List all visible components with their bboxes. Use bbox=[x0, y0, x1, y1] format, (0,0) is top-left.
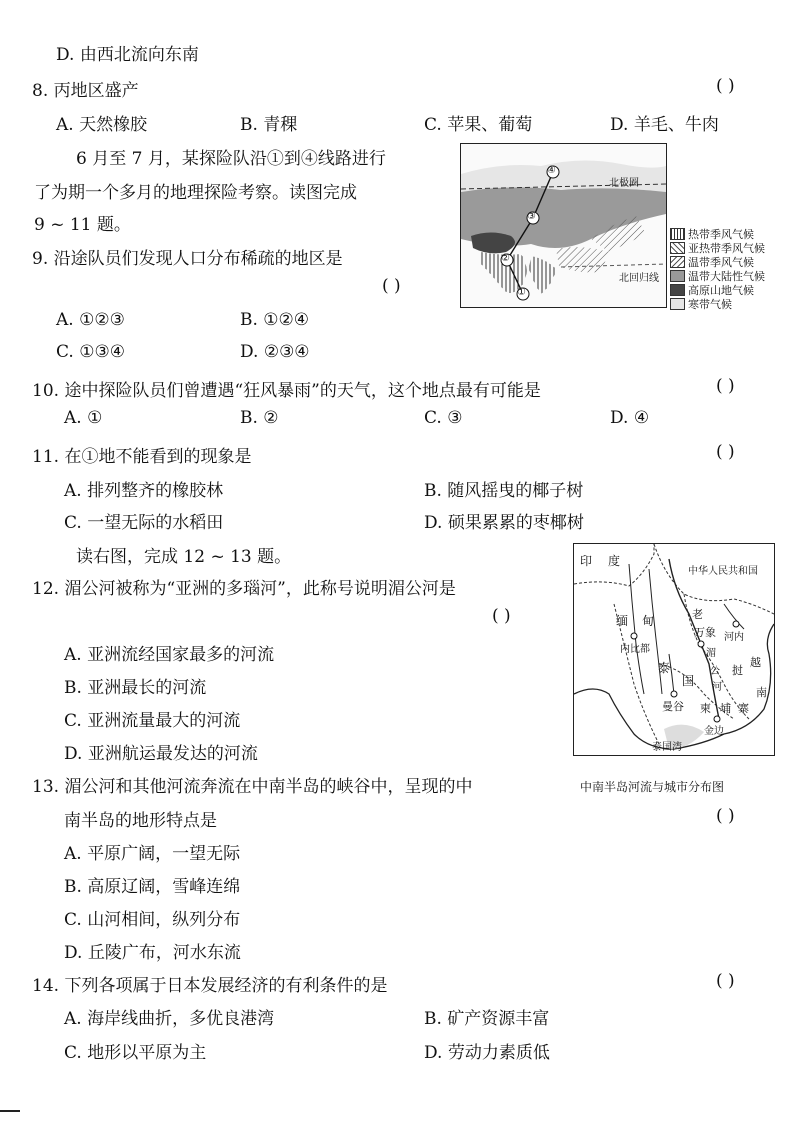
passage-9-11-line1: 6 月至 7 月，某探险队沿①到④线路进行 bbox=[76, 149, 386, 169]
point-2-label: ② bbox=[501, 253, 510, 264]
burma-label-1: 缅 bbox=[616, 614, 629, 628]
q11-option-d[interactable]: D. 硕果累累的枣椰树 bbox=[424, 513, 584, 533]
q9-option-b[interactable]: B. ①②④ bbox=[240, 310, 310, 330]
naypyidaw-marker bbox=[631, 633, 637, 639]
q12-option-a[interactable]: A. 亚洲流经国家最多的河流 bbox=[64, 645, 275, 665]
q8-option-a[interactable]: A. 天然橡胶 bbox=[56, 115, 148, 135]
point-3-label: ③ bbox=[527, 211, 536, 222]
legend-swatch-icon bbox=[670, 298, 685, 310]
q12-stem: 12. 湄公河被称为“亚洲的多瑙河”，此称号说明湄公河是 bbox=[32, 579, 456, 599]
q10-option-c[interactable]: C. ③ bbox=[424, 408, 463, 428]
q9-answer-paren[interactable]: ( ) bbox=[382, 276, 401, 296]
passage-9-11-line3: 9 ~ 11 题。 bbox=[34, 215, 131, 235]
q10-stem: 10. 途中探险队员们曾遭遇“狂风暴雨”的天气，这个地点最有可能是 bbox=[32, 381, 541, 401]
q9-option-c[interactable]: C. ①③④ bbox=[56, 342, 125, 362]
china-label: 中华人民共和国 bbox=[688, 566, 758, 577]
q14-option-c[interactable]: C. 地形以平原为主 bbox=[64, 1043, 207, 1063]
legend-swatch-icon bbox=[670, 228, 685, 240]
legend-swatch-icon bbox=[670, 256, 685, 268]
indochina-map bbox=[573, 543, 775, 756]
hanoi-marker bbox=[733, 621, 739, 627]
mekong-label-3: 河 bbox=[712, 682, 722, 693]
q13-option-c[interactable]: C. 山河相间，纵列分布 bbox=[64, 910, 241, 930]
q8-option-c[interactable]: C. 苹果、葡萄 bbox=[424, 115, 533, 135]
india-label-2: 度 bbox=[608, 554, 621, 568]
point-1-label: ① bbox=[517, 287, 526, 298]
legend-swatch-icon bbox=[670, 242, 685, 254]
legend-label: 热带季风气候 bbox=[688, 228, 754, 241]
vietnam-label-2: 南 bbox=[756, 686, 767, 699]
hanoi-label: 河内 bbox=[724, 632, 744, 643]
q12-option-d[interactable]: D. 亚洲航运最发达的河流 bbox=[64, 744, 258, 764]
cambodia-label-3: 寨 bbox=[738, 702, 749, 715]
laos-label-2: 挝 bbox=[732, 664, 743, 677]
q13-stem-line1: 13. 湄公河和其他河流奔流在中南半岛的峡谷中，呈现的中 bbox=[32, 777, 473, 797]
mekong-label-2: 公 bbox=[710, 666, 720, 677]
legend-swatch-icon bbox=[670, 284, 685, 296]
bangkok-label: 曼谷 bbox=[662, 700, 684, 713]
indochina-map-caption: 中南半岛河流与城市分布图 bbox=[580, 780, 725, 794]
gulf-label: 泰国湾 bbox=[652, 742, 682, 753]
legend-label: 亚热带季风气候 bbox=[688, 242, 765, 255]
legend-label: 温带大陆性气候 bbox=[688, 270, 765, 283]
legend-label: 温带季风气候 bbox=[688, 256, 754, 269]
point-4-label: ④ bbox=[547, 165, 556, 176]
q14-stem: 14. 下列各项属于日本发展经济的有利条件的是 bbox=[32, 976, 388, 996]
q8-answer-paren[interactable]: ( ) bbox=[716, 76, 735, 96]
q11-option-b[interactable]: B. 随风摇曳的椰子树 bbox=[424, 481, 584, 501]
q10-option-b[interactable]: B. ② bbox=[240, 408, 279, 428]
laos-label-1: 老 bbox=[692, 608, 703, 621]
q14-option-b[interactable]: B. 矿产资源丰富 bbox=[424, 1009, 550, 1029]
q11-stem: 11. 在①地不能看到的现象是 bbox=[32, 447, 252, 467]
bangkok-marker bbox=[671, 691, 677, 697]
q9-option-d[interactable]: D. ②③④ bbox=[240, 342, 310, 362]
q9-stem: 9. 沿途队员们发现人口分布稀疏的地区是 bbox=[32, 249, 343, 269]
q8-option-d[interactable]: D. 羊毛、牛肉 bbox=[610, 115, 719, 135]
q14-answer-paren[interactable]: ( ) bbox=[716, 971, 735, 991]
q13-option-d[interactable]: D. 丘陵广布，河水东流 bbox=[64, 943, 241, 963]
q9-option-a[interactable]: A. ①②③ bbox=[56, 310, 125, 330]
q13-option-a[interactable]: A. 平原广阔，一望无际 bbox=[64, 844, 241, 864]
asia-climate-map bbox=[460, 143, 667, 308]
q8-stem: 8. 丙地区盛产 bbox=[32, 81, 139, 101]
india-label-1: 印 bbox=[580, 554, 593, 568]
legend-cold bbox=[670, 296, 732, 312]
q11-option-c[interactable]: C. 一望无际的水稻田 bbox=[64, 513, 224, 533]
thailand-label-1: 泰 bbox=[658, 661, 671, 675]
cambodia-label-1: 柬 bbox=[700, 702, 711, 715]
q13-answer-paren[interactable]: ( ) bbox=[716, 806, 735, 826]
cambodia-label-2: 埔 bbox=[720, 702, 731, 715]
q13-stem-line2: 南半岛的地形特点是 bbox=[64, 811, 217, 831]
arctic-circle-label: 北极圈 bbox=[609, 178, 639, 189]
burma-label-2: 甸 bbox=[642, 614, 655, 628]
vientiane-marker bbox=[698, 641, 704, 647]
q10-answer-paren[interactable]: ( ) bbox=[716, 376, 735, 396]
q14-option-d[interactable]: D. 劳动力素质低 bbox=[424, 1043, 550, 1063]
q10-option-a[interactable]: A. ① bbox=[64, 408, 103, 428]
q14-option-a[interactable]: A. 海岸线曲折，多优良港湾 bbox=[64, 1009, 275, 1029]
q8-option-b[interactable]: B. 青稞 bbox=[240, 115, 298, 135]
q12-answer-paren[interactable]: ( ) bbox=[492, 606, 511, 626]
q11-option-a[interactable]: A. 排列整齐的橡胶林 bbox=[64, 481, 224, 501]
q10-option-d[interactable]: D. ④ bbox=[610, 408, 650, 428]
naypyidaw-label: 内比都 bbox=[620, 644, 650, 655]
q12-option-c[interactable]: C. 亚洲流量最大的河流 bbox=[64, 711, 241, 731]
legend-swatch-icon bbox=[670, 270, 685, 282]
phnompenh-label: 金边 bbox=[704, 726, 724, 737]
legend-label: 高原山地气候 bbox=[688, 284, 754, 297]
q11-answer-paren[interactable]: ( ) bbox=[716, 442, 735, 462]
q7-option-d: D. 由西北流向东南 bbox=[56, 45, 199, 65]
page-footer-rule bbox=[0, 1110, 20, 1112]
passage-12-13: 读右图，完成 12 ~ 13 题。 bbox=[76, 547, 292, 567]
passage-9-11-line2: 了为期一个多月的地理探险考察。读图完成 bbox=[34, 183, 357, 203]
tropic-label: 北回归线 bbox=[619, 273, 659, 284]
thailand-label-2: 国 bbox=[682, 674, 695, 688]
q13-option-b[interactable]: B. 高原辽阔，雪峰连绵 bbox=[64, 877, 241, 897]
vientiane-label: 万象 bbox=[694, 626, 716, 639]
vietnam-label-1: 越 bbox=[750, 656, 761, 669]
mekong-label-1: 湄 bbox=[706, 648, 716, 659]
q12-option-b[interactable]: B. 亚洲最长的河流 bbox=[64, 678, 207, 698]
legend-label: 寒带气候 bbox=[688, 298, 732, 311]
